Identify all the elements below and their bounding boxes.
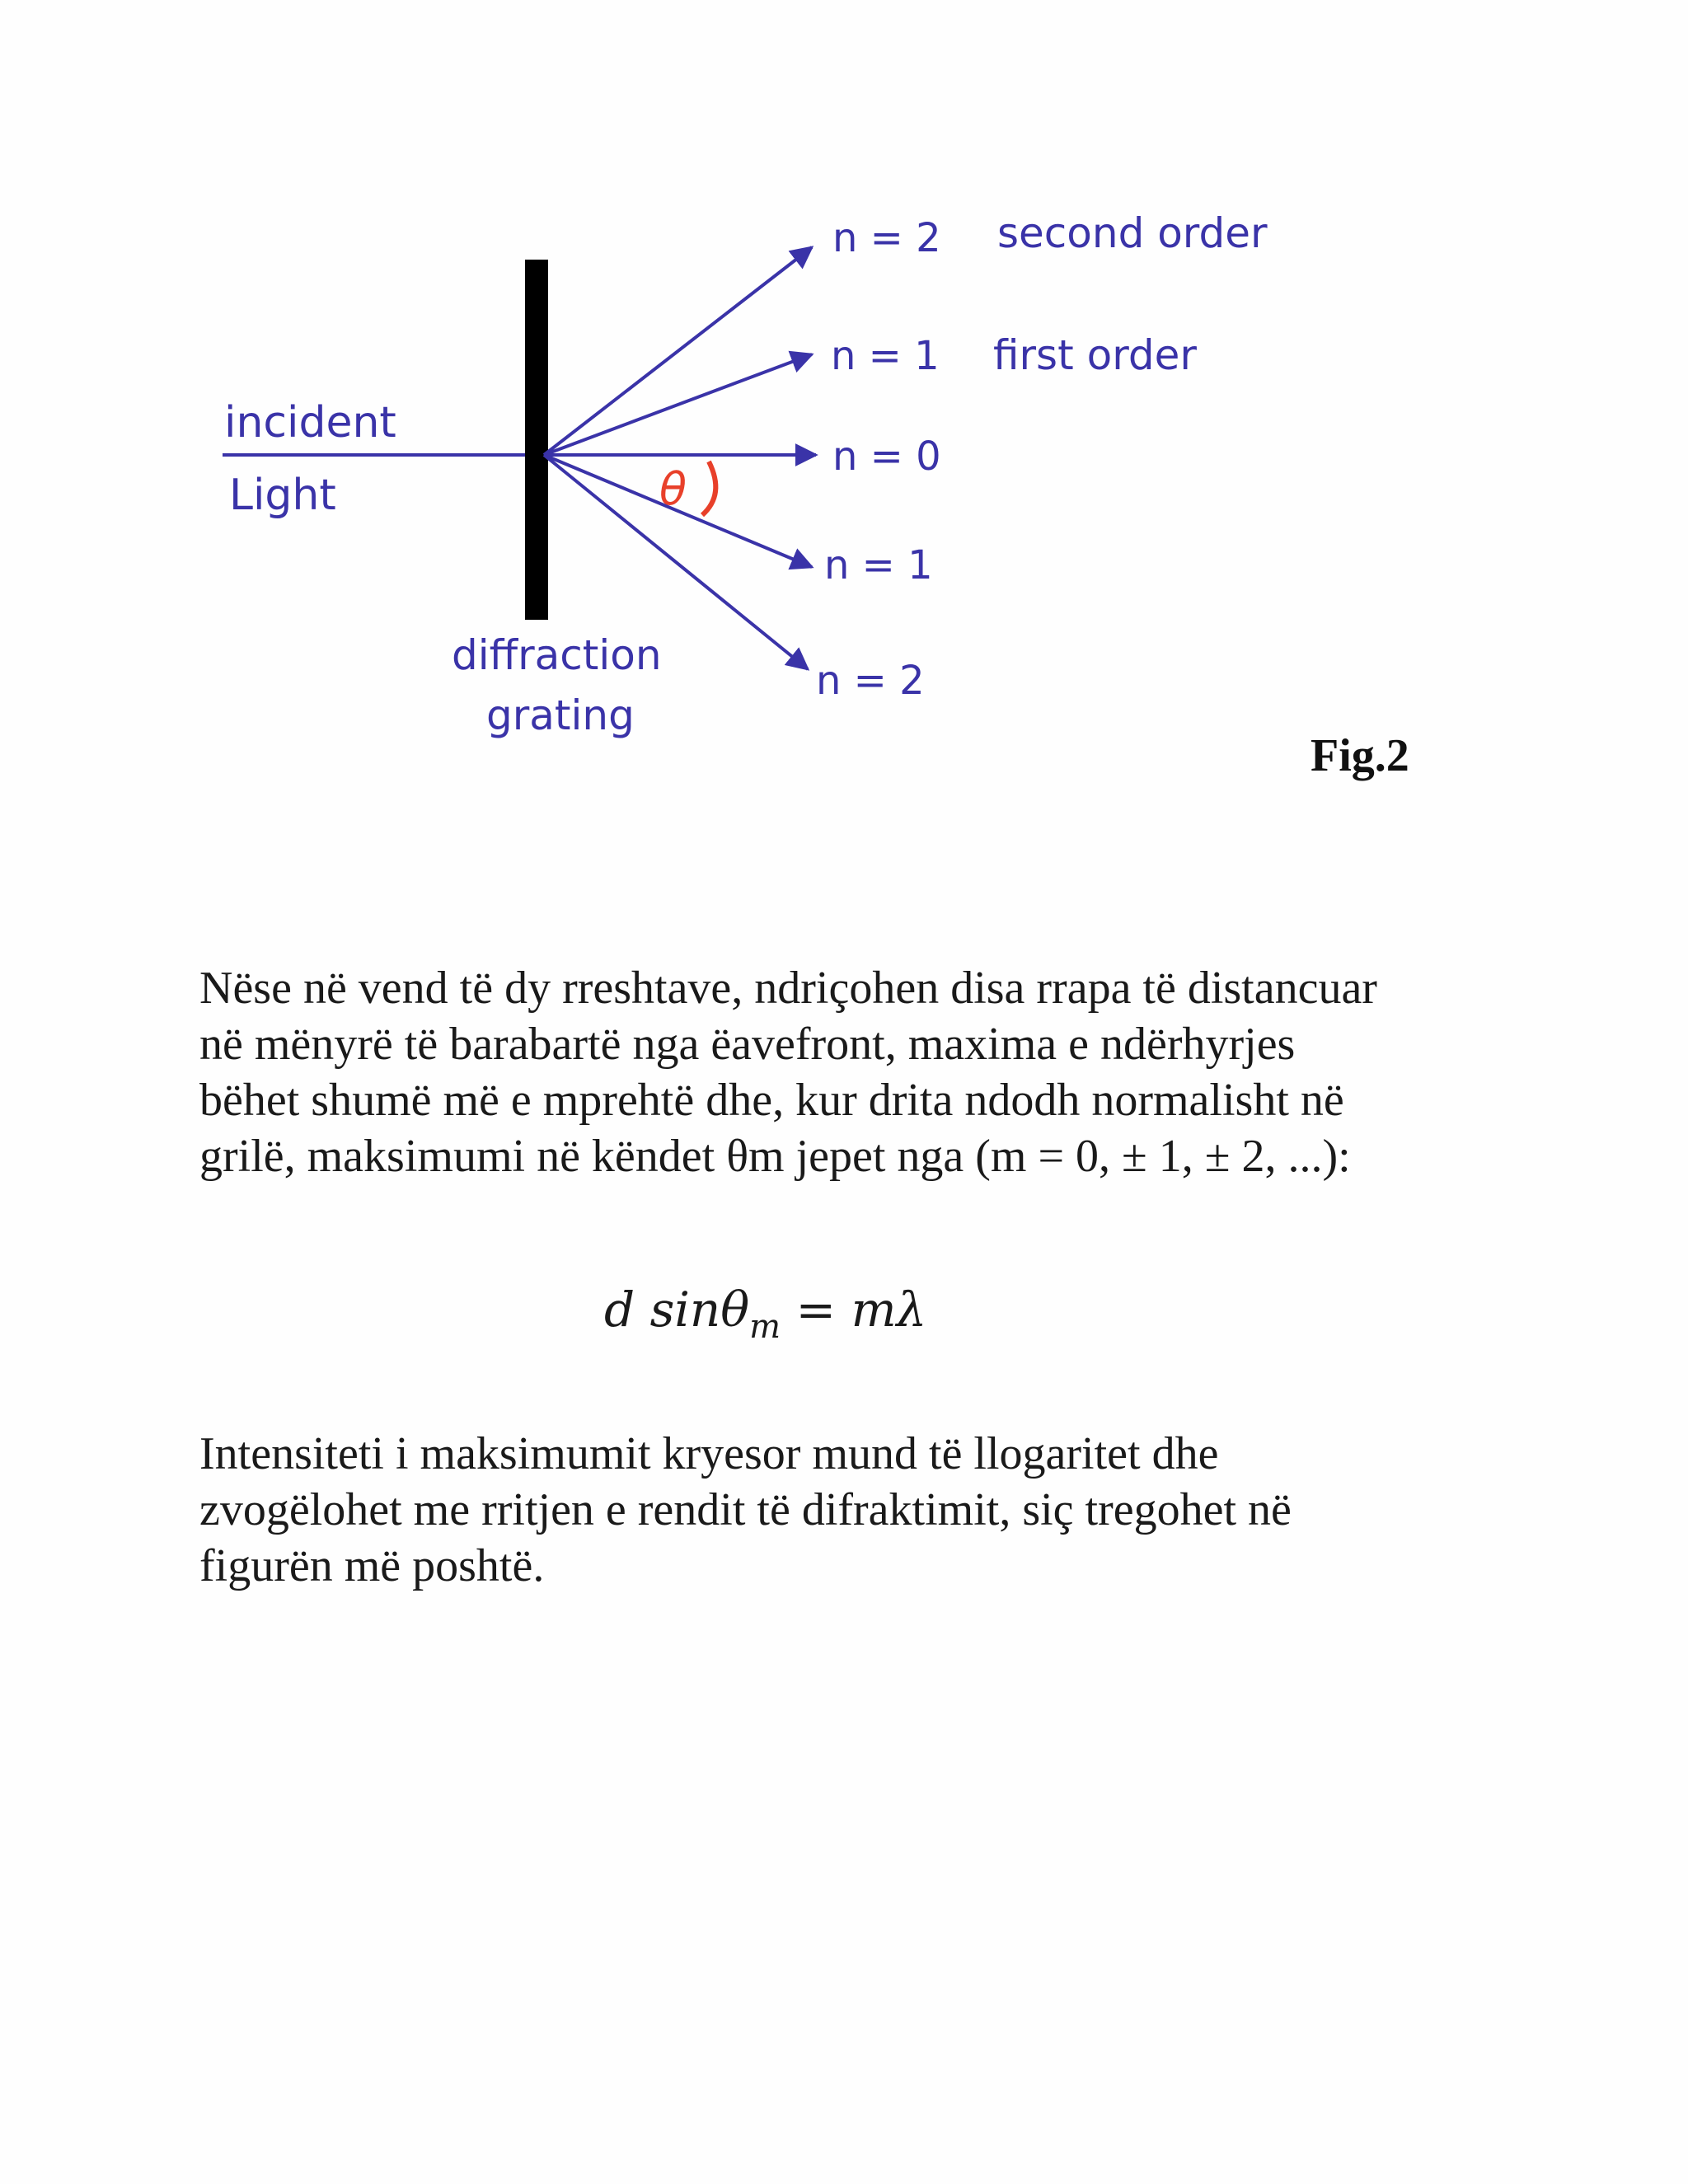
equation-rhs: = mλ	[781, 1282, 927, 1338]
paragraph-1-line: bëhet shumë më e mprehtë dhe, kur drita ndodh normalisht në	[199, 1075, 1344, 1126]
figure-caption: Fig.2	[1311, 730, 1409, 781]
order-n1-top-label: n = 1	[831, 333, 940, 379]
order-n1-bottom-label: n = 1	[824, 542, 933, 588]
grating-equation	[604, 1282, 926, 1346]
grating-label: grating	[486, 691, 635, 739]
paragraph-2-line: figurën më poshtë.	[199, 1540, 545, 1591]
second-order-label: second order	[997, 209, 1268, 257]
paragraph-1	[199, 960, 1551, 1184]
first-order-label: first order	[993, 331, 1197, 379]
paragraph-2-line: Intensiteti i maksimumit kryesor mund të llogaritet dhe	[199, 1428, 1219, 1479]
equation-subscript: m	[749, 1308, 781, 1346]
diffraction-grating-bar	[525, 260, 548, 620]
equation-lhs: d sinθ	[604, 1282, 750, 1338]
order-n0-label: n = 0	[832, 434, 941, 480]
theta-arc	[702, 462, 715, 515]
incident-label: incident	[224, 398, 396, 448]
diffraction-figure	[0, 0, 1688, 824]
light-label: Light	[229, 471, 336, 520]
order-n2-bottom-label: n = 2	[816, 658, 925, 704]
paragraph-2	[199, 1426, 1551, 1594]
paragraph-1-line: grilë, maksimumi në këndet θm jepet nga (m = 0, ± 1, ± 2, ...):	[199, 1131, 1351, 1182]
paragraph-1-line: Nëse në vend të dy rreshtave, ndriçohen disa rrapa të distancuar	[199, 963, 1377, 1014]
theta-label: θ	[659, 463, 687, 515]
paragraph-1-line: në mënyrë të barabartë nga ëavefront, maxima e ndërhyrjes	[199, 1019, 1296, 1070]
paragraph-2-line: zvogëlohet me rritjen e rendit të difraktimit, siç tregohet në	[199, 1484, 1292, 1535]
ray-n2-top	[544, 247, 812, 455]
diffraction-label: diffraction	[452, 631, 662, 679]
order-n2-top-label: n = 2	[832, 215, 941, 261]
ray-n1-top	[544, 354, 812, 455]
